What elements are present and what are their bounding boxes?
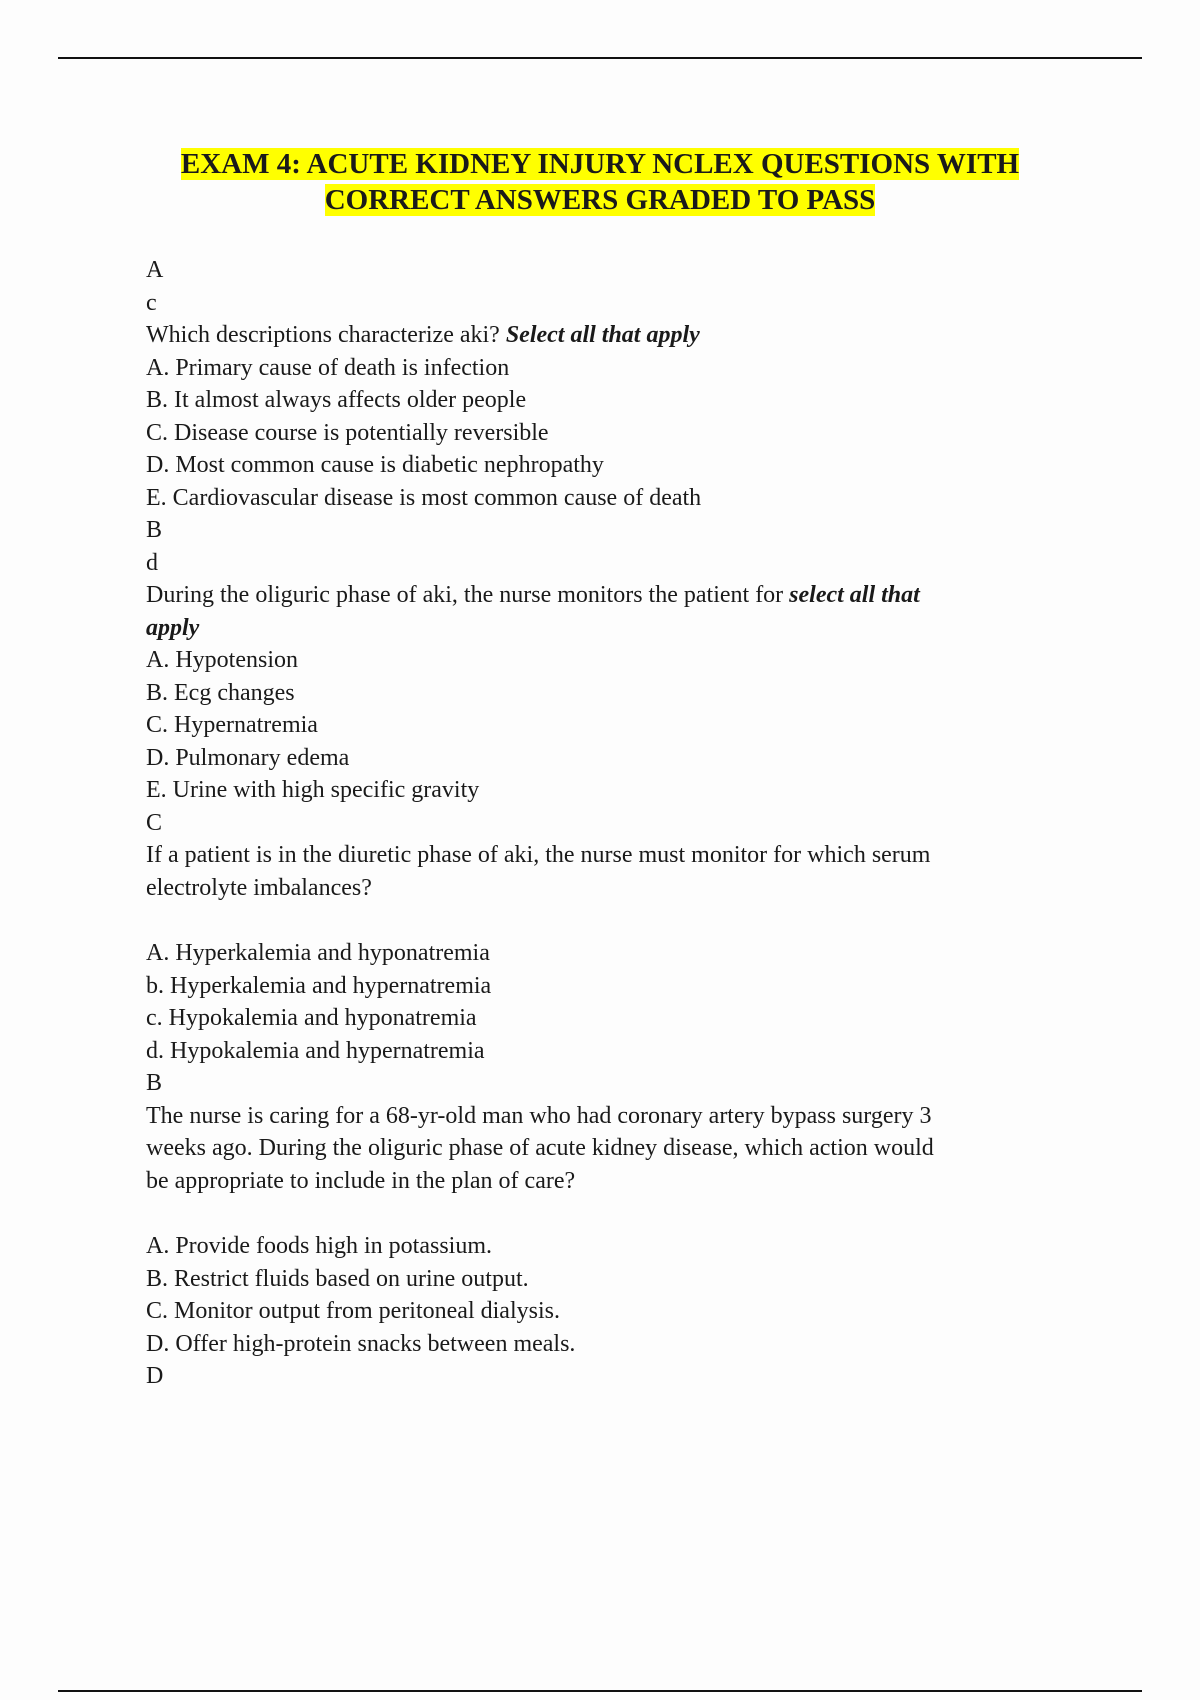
footer-rule — [58, 1690, 1142, 1692]
question-4-line-2: weeks ago. During the oliguric phase of acute kidney disease, which action would — [146, 1135, 934, 1161]
option-line: A. Primary cause of death is infection — [146, 354, 510, 381]
question-3-line-2: electrolyte imbalances? — [146, 874, 372, 901]
answer-line: D — [146, 1363, 164, 1389]
option-line: A. Provide foods high in potassium. — [146, 1233, 492, 1259]
question-2 — [146, 579, 1096, 612]
question-1 — [146, 319, 1096, 352]
blank-line — [146, 1197, 1096, 1230]
question-3-line-1: If a patient is in the diuretic phase of aki, the nurse must monitor for which serum — [146, 842, 931, 868]
answer-line: B — [146, 1070, 163, 1096]
answer-line: A — [146, 257, 164, 283]
question-1-text: Which descriptions characterize aki? — [146, 322, 506, 348]
answer-line: c — [146, 289, 157, 316]
question-4-line-3: be appropriate to include in the plan of care? — [146, 1167, 576, 1194]
option-line: c. Hypokalemia and hyponatremia — [146, 1005, 477, 1031]
option-line: D. Offer high-protein snacks between meals. — [146, 1330, 576, 1357]
question-4-line-1: The nurse is caring for a 68-yr-old man who had coronary artery bypass surgery 3 — [146, 1102, 932, 1129]
option-line: A. Hypotension — [146, 647, 298, 673]
option-line: d. Hypokalemia and hypernatremia — [146, 1037, 485, 1064]
option-line: A. Hyperkalemia and hyponatremia — [146, 940, 490, 966]
option-line: B. Ecg changes — [146, 679, 295, 706]
answer-line: d — [146, 549, 158, 576]
header-rule — [58, 57, 1142, 59]
title-line-2: CORRECT ANSWERS GRADED TO PASS — [324, 184, 876, 216]
question-1-instruction: Select all that apply — [505, 322, 700, 348]
option-line: D. Pulmonary edema — [146, 744, 350, 771]
option-line: D. Most common cause is diabetic nephropathy — [146, 452, 604, 478]
question-2-instruction-cont: apply — [146, 614, 200, 641]
option-line: B. Restrict fluids based on urine output. — [146, 1265, 529, 1292]
option-line: b. Hyperkalemia and hypernatremia — [146, 972, 492, 999]
option-line: E. Cardiovascular disease is most common cause of death — [146, 484, 702, 511]
document-body — [146, 254, 1096, 1393]
question-2-text: During the oliguric phase of aki, the nurse monitors the patient for — [146, 582, 790, 608]
answer-line: C — [146, 809, 163, 836]
option-line: C. Disease course is potentially reversible — [146, 419, 549, 446]
option-line: C. Hypernatremia — [146, 712, 318, 738]
blank-line — [146, 904, 1096, 937]
title-line-1: EXAM 4: ACUTE KIDNEY INJURY NCLEX QUESTIONS WITH — [180, 148, 1020, 180]
option-line: C. Monitor output from peritoneal dialysis. — [146, 1298, 560, 1324]
option-line: B. It almost always affects older people — [146, 387, 527, 413]
answer-line: B — [146, 517, 163, 543]
option-line: E. Urine with high specific gravity — [146, 777, 480, 803]
document-title — [100, 146, 1100, 218]
question-2-instruction: select all that — [789, 582, 920, 608]
